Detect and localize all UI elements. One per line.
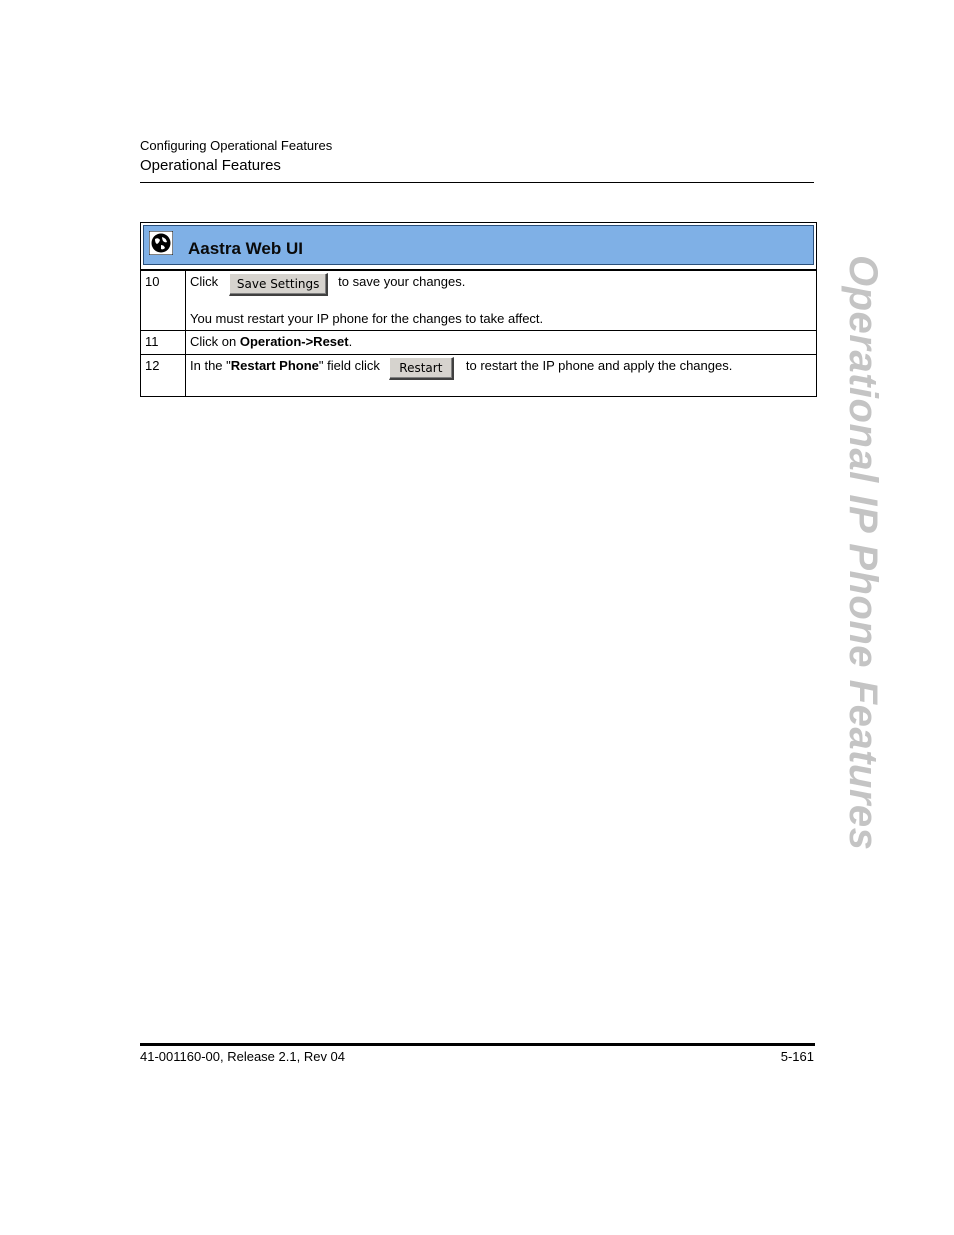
globe-icon	[149, 231, 173, 255]
chapter-title: Configuring Operational Features	[140, 138, 333, 153]
table-row	[141, 331, 817, 355]
menu-path: Operation->Reset	[239, 334, 349, 349]
footer-divider	[140, 1043, 815, 1046]
step-text: Click	[190, 274, 219, 289]
table-row	[141, 355, 817, 397]
panel-title: Aastra Web UI	[188, 239, 303, 258]
section-title: Operational Features	[140, 157, 281, 174]
instruction-panel	[140, 222, 817, 397]
panel-header	[140, 222, 817, 270]
step-text: .	[348, 334, 353, 349]
step-text: Click on	[190, 334, 240, 349]
step-content	[186, 271, 817, 331]
step-number: 10	[141, 271, 186, 331]
step-text: " field click	[318, 358, 380, 373]
step-number: 11	[141, 331, 186, 355]
step-number: 12	[141, 355, 186, 397]
side-chapter-title: Operational IP Phone Features	[841, 255, 885, 851]
table-row	[141, 271, 817, 331]
footer-page-number: 5-161	[780, 1049, 814, 1064]
step-text: to save your changes.	[338, 274, 466, 289]
header-divider	[140, 182, 814, 183]
step-content	[186, 331, 817, 355]
restart-button[interactable]: Restart	[389, 357, 454, 380]
steps-table	[140, 270, 817, 397]
step-text: to restart the IP phone and apply the changes.	[465, 358, 733, 373]
step-text: In the "	[190, 358, 231, 373]
save-settings-button[interactable]: Save Settings	[229, 273, 328, 296]
field-name: Restart Phone	[230, 358, 319, 373]
step-content	[186, 355, 817, 397]
footer-doc-id: 41-001160-00, Release 2.1, Rev 04	[140, 1049, 346, 1064]
step-note: You must restart your IP phone for the changes to take affect.	[190, 311, 544, 326]
